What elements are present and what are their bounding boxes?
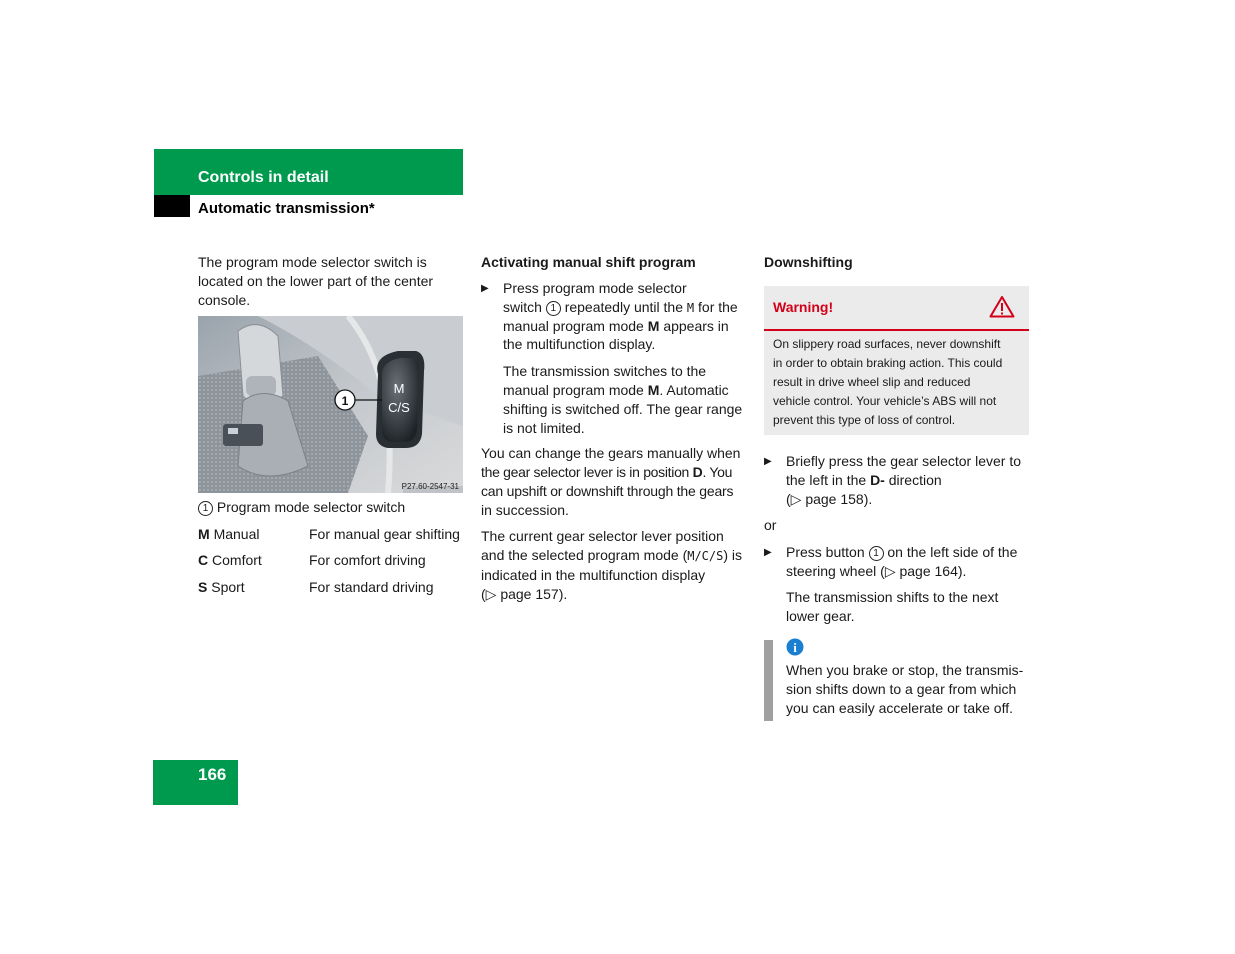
page-number: 166 xyxy=(198,765,227,784)
switch-cs-label: C/S xyxy=(388,400,410,415)
subsection-title: Automatic transmission* xyxy=(198,200,375,217)
figure-ref: P27.60-2547-31 xyxy=(401,482,459,491)
intro-text: The program mode selector switch is located on the lower part of the center console. xyxy=(198,254,434,308)
warning-triangle-icon xyxy=(989,295,1015,323)
step-line: Press program mode selector xyxy=(503,280,687,296)
or-text: or xyxy=(764,517,777,533)
manual-shift-para-1: You can change the gears manually when the gear selector lever is in position D. You can upshift or downshift through the gears in succession. xyxy=(481,445,741,518)
downshift-step-1 xyxy=(764,452,1029,512)
warning-box xyxy=(764,286,1029,435)
step-line: switch 1 repeatedly until the M for the xyxy=(503,299,738,315)
svg-text:i: i xyxy=(793,640,797,655)
step-line: manual program mode M appears in xyxy=(503,318,729,334)
warning-title: Warning! xyxy=(773,299,834,315)
mode-desc-sport: For standard driving xyxy=(309,579,434,595)
manual-shift-step-1 xyxy=(481,279,746,359)
caption-text: Program mode selector switch xyxy=(216,499,406,515)
downshifting-heading: Downshifting xyxy=(764,254,853,270)
step-line: the multifunction display. xyxy=(503,336,656,352)
step-line: Press button 1 on the left side of the xyxy=(786,544,1018,560)
figure-caption xyxy=(198,498,405,517)
manual-shift-para-2: The current gear selector lever position and the selected program mode (M/C/S) is indicated in the multifunction display (▷ page 157). xyxy=(481,528,743,602)
mode-key: C xyxy=(198,552,209,568)
mode-desc-manual: For manual gear shifting xyxy=(309,526,460,542)
info-icon xyxy=(786,638,804,661)
mode-name: Sport xyxy=(211,579,245,595)
bullet-arrow-icon: ▶ xyxy=(764,547,772,558)
warning-header xyxy=(764,286,1029,331)
downshift-step-2 xyxy=(764,543,1029,583)
info-text: When you brake or stop, the transmis- sion shifts down to a gear from which you can easily accelerate or take off. xyxy=(786,662,1024,716)
downshift-result: The transmission shifts to the next lower gear. xyxy=(786,589,999,624)
warning-text: On slippery road surfaces, never downshift in order to obtain braking action. This could result in drive wheel slip and reduced vehicle control. Your vehicle’s ABS will not prevent this type of loss of control. xyxy=(773,337,1003,427)
selector-switch-figure xyxy=(198,316,463,493)
info-bar xyxy=(764,640,773,721)
mode-key: M xyxy=(198,526,210,542)
step-line: Briefly press the gear selector lever to xyxy=(786,453,1021,469)
mode-row-comfort xyxy=(198,551,262,570)
button-1-icon: 1 xyxy=(546,301,561,316)
mode-row-sport xyxy=(198,578,245,597)
switch-m-label: M xyxy=(393,381,405,396)
manual-shift-heading: Activating manual shift program xyxy=(481,254,696,270)
subsection-marker xyxy=(154,195,190,217)
section-title: Controls in detail xyxy=(198,169,329,186)
figure-callout-1: 1 xyxy=(341,394,349,408)
mode-name: Manual xyxy=(213,526,260,542)
step-line: steering wheel (▷ page 164). xyxy=(786,563,967,579)
mode-desc-comfort: For comfort driving xyxy=(309,552,426,568)
mode-name: Comfort xyxy=(212,552,262,568)
bullet-arrow-icon: ▶ xyxy=(481,283,489,294)
mode-row-manual xyxy=(198,525,259,544)
step-line: the left in the D- direction xyxy=(786,472,942,488)
manual-shift-result: The transmission switches to the manual program mode M. Automatic shifting is switched off. The gear range is not limited. xyxy=(503,363,743,436)
button-1-icon: 1 xyxy=(869,546,884,561)
caption-num-icon: 1 xyxy=(198,501,213,516)
mode-key: S xyxy=(198,579,208,595)
step-line: (▷ page 158). xyxy=(786,491,873,507)
bullet-arrow-icon: ▶ xyxy=(764,456,772,467)
